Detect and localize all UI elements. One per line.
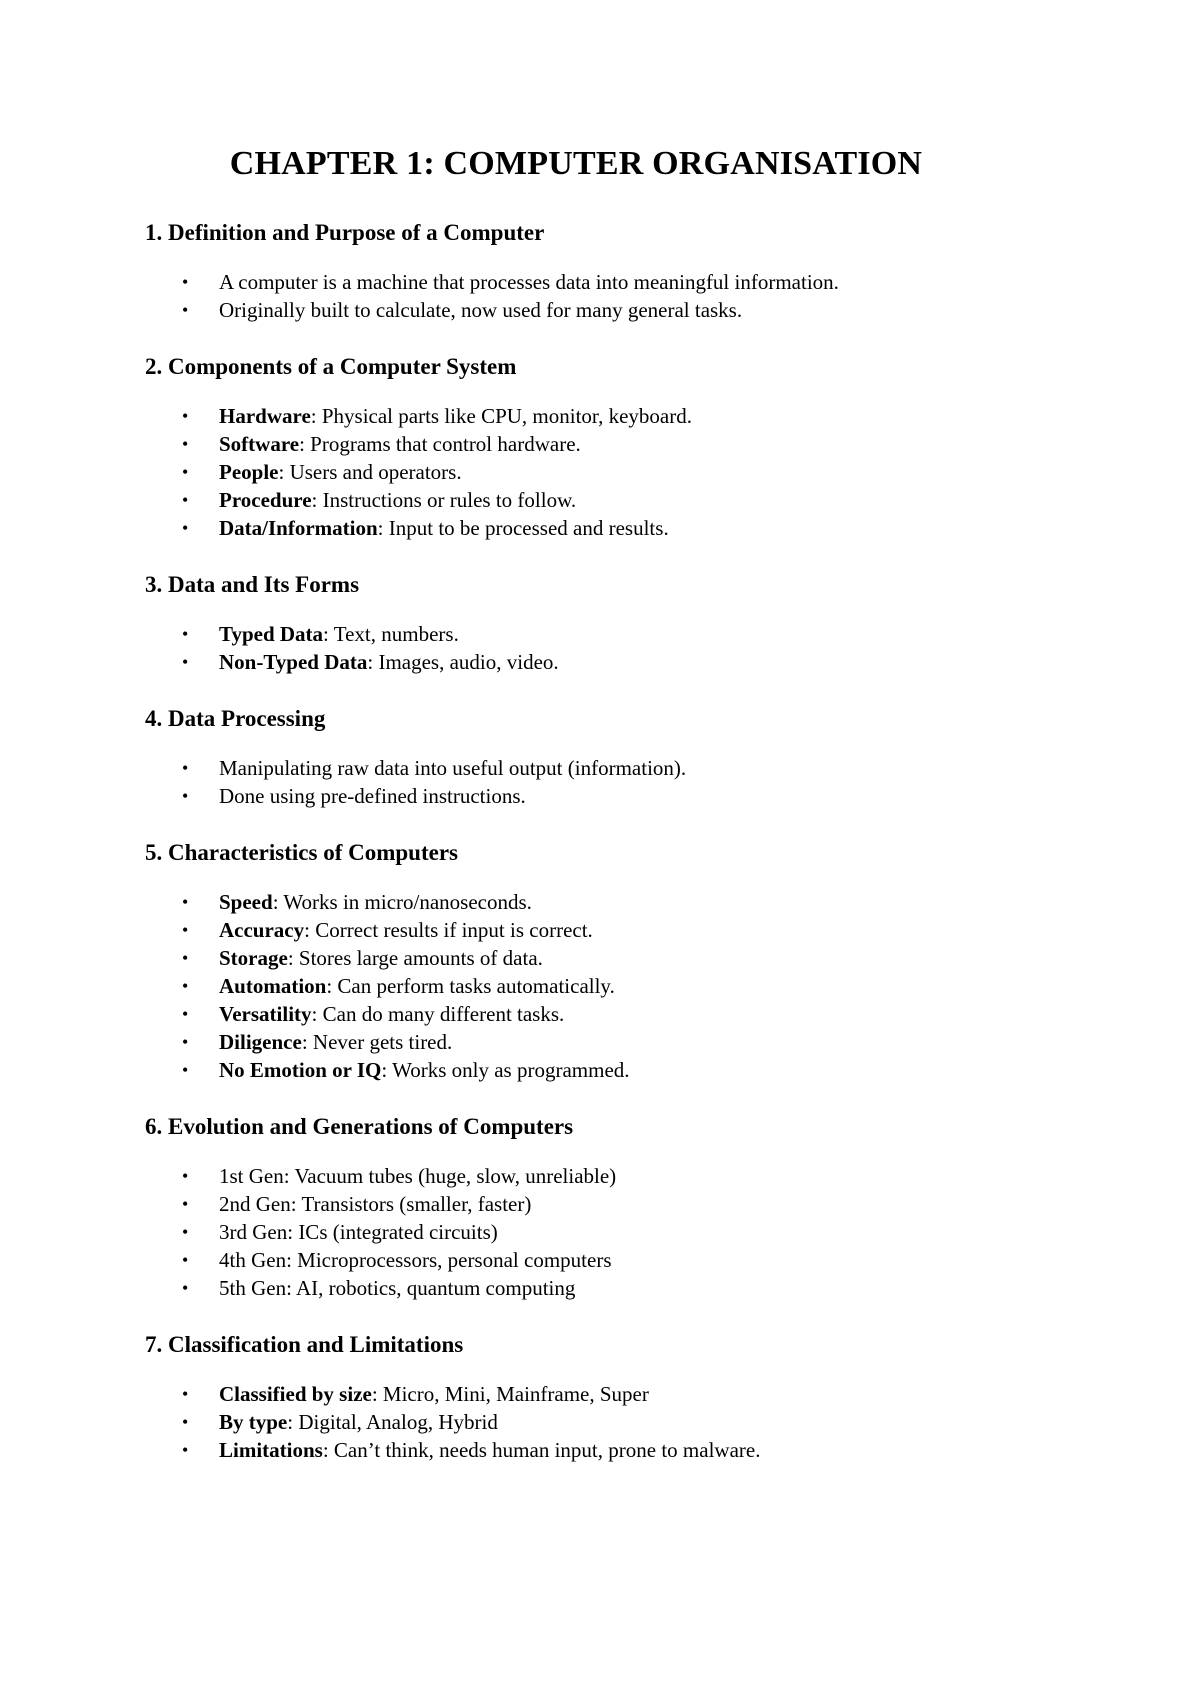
list-item [145, 430, 1145, 458]
bullet-list [145, 268, 1145, 324]
bullet-icon: • [182, 1384, 189, 1404]
list-item [145, 1436, 1145, 1464]
section-heading: 1. Definition and Purpose of a Computer [145, 220, 545, 245]
list-item [145, 486, 1145, 514]
item-text: 2nd Gen: Transistors (smaller, faster) [219, 1192, 532, 1216]
bullet-list [145, 402, 1145, 542]
list-item [145, 754, 1145, 782]
section-2 [145, 352, 1145, 542]
item-text: : Never gets tired. [301, 1030, 453, 1054]
bullet-list [145, 1162, 1145, 1302]
bullet-icon: • [182, 976, 189, 996]
list-item [145, 514, 1145, 542]
section-5 [145, 838, 1145, 1084]
list-item [145, 1162, 1145, 1190]
item-term: Accuracy [219, 918, 305, 942]
item-text: Originally built to calculate, now used for many general tasks. [219, 298, 743, 322]
bullet-icon: • [182, 1222, 189, 1242]
bullet-icon: • [182, 518, 189, 538]
item-text: 4th Gen: Microprocessors, personal computers [219, 1248, 612, 1272]
list-item [145, 1218, 1145, 1246]
bullet-icon: • [182, 406, 189, 426]
item-text: : Micro, Mini, Mainframe, Super [371, 1382, 649, 1406]
bullet-list [145, 620, 1145, 676]
item-text: : Works in micro/nanoseconds. [272, 890, 532, 914]
item-term: Non-Typed Data [219, 650, 368, 674]
item-text: : Users and operators. [278, 460, 462, 484]
bullet-icon: • [182, 1032, 189, 1052]
list-item [145, 1000, 1145, 1028]
bullet-icon: • [182, 272, 189, 292]
bullet-icon: • [182, 920, 189, 940]
item-text: 1st Gen: Vacuum tubes (huge, slow, unreliable) [219, 1164, 617, 1188]
item-text: Done using pre-defined instructions. [219, 784, 526, 808]
item-term: By type [219, 1410, 288, 1434]
item-text: : Can do many different tasks. [311, 1002, 565, 1026]
list-item [145, 1056, 1145, 1084]
item-text: : Can perform tasks automatically. [326, 974, 615, 998]
list-item [145, 916, 1145, 944]
section-6 [145, 1112, 1145, 1302]
item-term: Limitations [219, 1438, 323, 1462]
section-heading: 6. Evolution and Generations of Computers [145, 1114, 574, 1139]
item-term: Procedure [219, 488, 312, 512]
bullet-icon: • [182, 1412, 189, 1432]
item-term: People [219, 460, 279, 484]
item-term: No Emotion or IQ [219, 1058, 382, 1082]
item-term: Speed [219, 890, 273, 914]
item-text: 3rd Gen: ICs (integrated circuits) [219, 1220, 498, 1244]
section-heading: 4. Data Processing [145, 706, 326, 731]
bullet-icon: • [182, 490, 189, 510]
section-heading: 5. Characteristics of Computers [145, 840, 458, 865]
list-item [145, 1190, 1145, 1218]
item-text: : Can’t think, needs human input, prone to malware. [322, 1438, 761, 1462]
item-term: Storage [219, 946, 288, 970]
bullet-icon: • [182, 300, 189, 320]
bullet-list [145, 888, 1145, 1084]
document-body [145, 218, 1145, 1492]
list-item [145, 1246, 1145, 1274]
list-item [145, 888, 1145, 916]
section-4 [145, 704, 1145, 810]
item-text: : Images, audio, video. [367, 650, 559, 674]
bullet-icon: • [182, 1060, 189, 1080]
list-item [145, 1380, 1145, 1408]
bullet-icon: • [182, 786, 189, 806]
page-title: CHAPTER 1: COMPUTER ORGANISATION [229, 145, 923, 182]
item-text: : Text, numbers. [323, 622, 459, 646]
item-text: A computer is a machine that processes data into meaningful information. [219, 270, 839, 294]
list-item [145, 402, 1145, 430]
bullet-list [145, 754, 1145, 810]
item-term: Hardware [219, 404, 311, 428]
section-1 [145, 218, 1145, 324]
item-text: : Digital, Analog, Hybrid [287, 1410, 498, 1434]
list-item [145, 268, 1145, 296]
item-text: : Works only as programmed. [381, 1058, 630, 1082]
bullet-icon: • [182, 434, 189, 454]
section-7 [145, 1330, 1145, 1464]
bullet-icon: • [182, 624, 189, 644]
item-term: Classified by size [219, 1382, 372, 1406]
item-term: Software [219, 432, 300, 456]
bullet-icon: • [182, 1194, 189, 1214]
bullet-icon: • [182, 462, 189, 482]
item-text: 5th Gen: AI, robotics, quantum computing [219, 1276, 576, 1300]
bullet-icon: • [182, 1278, 189, 1298]
bullet-icon: • [182, 758, 189, 778]
item-text: : Stores large amounts of data. [287, 946, 543, 970]
bullet-icon: • [182, 1166, 189, 1186]
bullet-icon: • [182, 948, 189, 968]
bullet-icon: • [182, 1250, 189, 1270]
list-item [145, 458, 1145, 486]
list-item [145, 620, 1145, 648]
item-text: : Correct results if input is correct. [304, 918, 593, 942]
bullet-list [145, 1380, 1145, 1464]
item-text: : Instructions or rules to follow. [311, 488, 577, 512]
section-heading: 7. Classification and Limitations [145, 1332, 464, 1357]
bullet-icon: • [182, 1004, 189, 1024]
item-term: Automation [219, 974, 327, 998]
item-text: : Input to be processed and results. [377, 516, 669, 540]
item-term: Versatility [219, 1002, 312, 1026]
list-item [145, 1028, 1145, 1056]
item-term: Data/Information [219, 516, 378, 540]
list-item [145, 782, 1145, 810]
list-item [145, 1274, 1145, 1302]
list-item [145, 944, 1145, 972]
bullet-icon: • [182, 1440, 189, 1460]
item-term: Diligence [219, 1030, 302, 1054]
item-term: Typed Data [219, 622, 324, 646]
item-text: : Programs that control hardware. [299, 432, 581, 456]
bullet-icon: • [182, 652, 189, 672]
bullet-icon: • [182, 892, 189, 912]
item-text: Manipulating raw data into useful output (information). [219, 756, 687, 780]
list-item [145, 972, 1145, 1000]
section-3 [145, 570, 1145, 676]
list-item [145, 648, 1145, 676]
item-text: : Physical parts like CPU, monitor, keyboard. [310, 404, 692, 428]
list-item [145, 296, 1145, 324]
list-item [145, 1408, 1145, 1436]
section-heading: 2. Components of a Computer System [145, 354, 517, 379]
section-heading: 3. Data and Its Forms [145, 572, 360, 597]
